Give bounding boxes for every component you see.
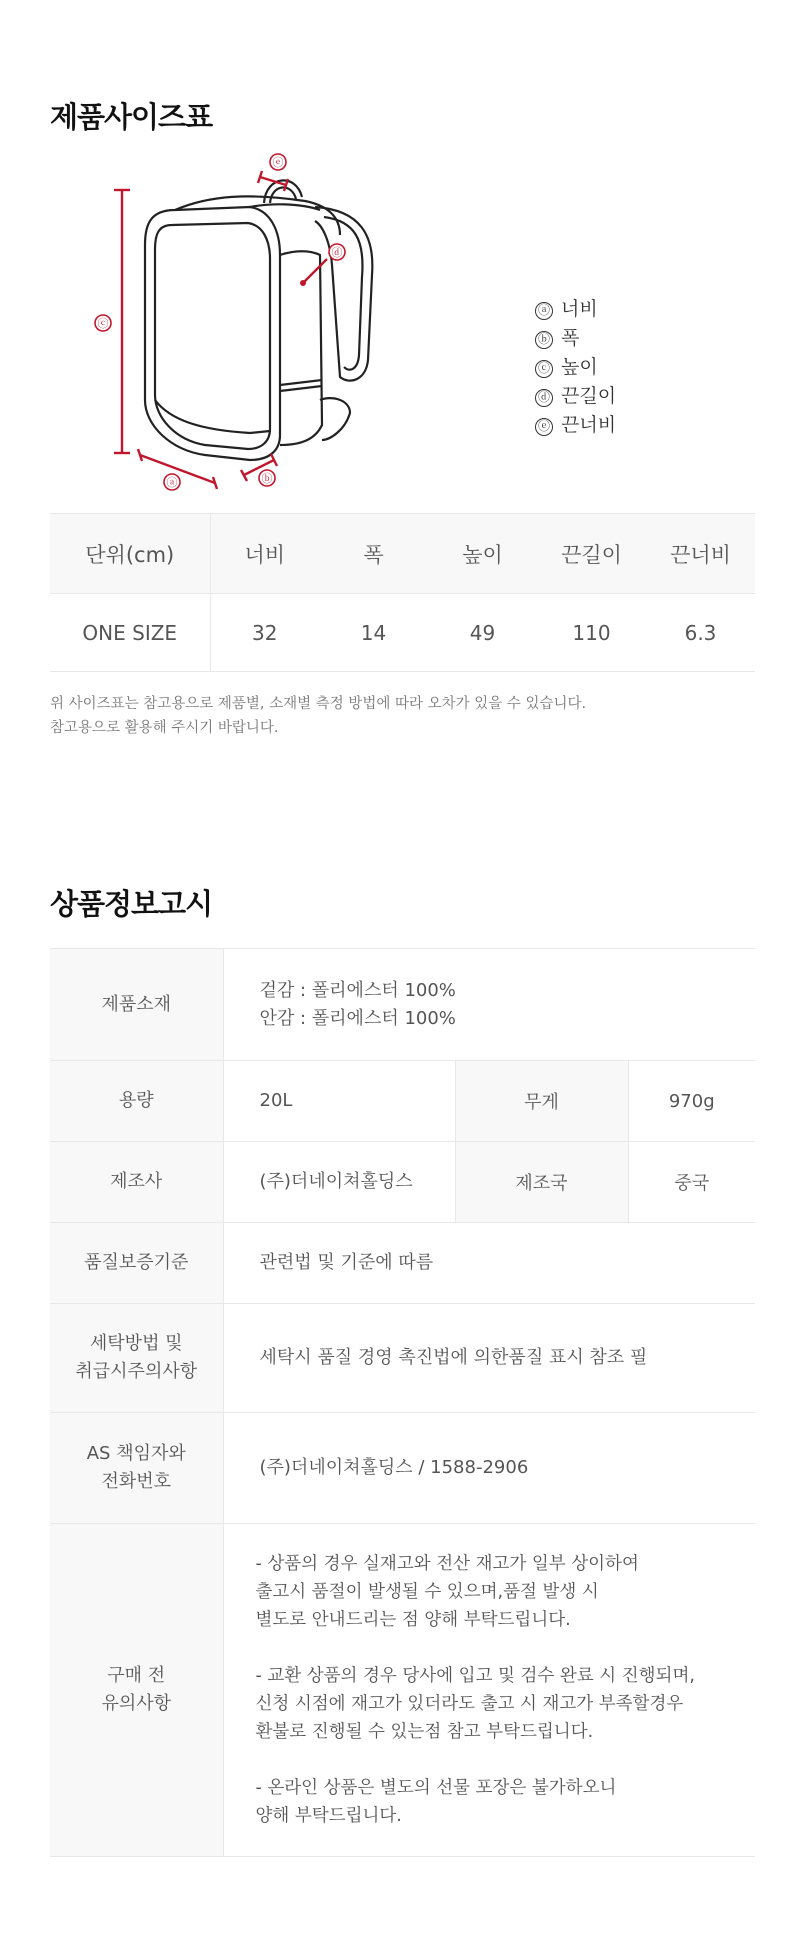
- legend-label: 높이: [561, 356, 598, 378]
- info-value: 970g: [628, 1061, 755, 1142]
- size-table: [50, 513, 755, 672]
- info-row-quality: [50, 1223, 755, 1304]
- info-label-line: 구매 전: [107, 1665, 166, 1686]
- legend-label: 폭: [561, 327, 580, 349]
- info-row-washing: [50, 1304, 755, 1413]
- marker-c-label: ⓒ: [97, 317, 109, 330]
- notice-list: [223, 1524, 755, 1857]
- size-header-strap-width: 끈너비: [646, 514, 755, 594]
- info-label-line: 전화번호: [101, 1471, 172, 1492]
- marker-a-label: ⓐ: [166, 476, 178, 489]
- info-label: 제조국: [455, 1142, 628, 1223]
- size-cell-width: 32: [210, 594, 319, 672]
- legend-label: 끈너비: [561, 414, 617, 436]
- info-row-capacity: [50, 1061, 755, 1142]
- size-legend: [535, 295, 616, 440]
- info-row-as: [50, 1413, 755, 1524]
- size-table-row: [50, 594, 755, 672]
- info-row-material: [50, 949, 755, 1061]
- notice-line: 별도로 안내드리는 점 양해 부탁드립니다.: [255, 1610, 571, 1630]
- info-label: [50, 1524, 223, 1857]
- legend-label: 끈길이: [561, 385, 617, 407]
- info-value: 중국: [628, 1142, 755, 1223]
- size-table-header-row: [50, 514, 755, 594]
- size-header-width: 너비: [210, 514, 319, 594]
- notice-line: 출고시 품절이 발생될 수 있으며,품절 발생 시: [255, 1582, 599, 1602]
- info-section-title: 상품정보고시: [50, 887, 213, 921]
- product-info-table: [50, 948, 755, 1857]
- info-label: 제품소재: [50, 949, 223, 1061]
- size-cell-name: ONE SIZE: [50, 594, 210, 672]
- legend-item: [535, 411, 616, 440]
- info-label: [50, 1304, 223, 1413]
- notice-line: - 온라인 상품은 별도의 선물 포장은 불가하오니: [255, 1778, 617, 1798]
- backpack-diagram: [97, 155, 480, 495]
- info-value: 세탁시 품질 경영 촉진법에 의한품질 표시 참조 필: [223, 1304, 755, 1413]
- info-label-line: 유의사항: [101, 1693, 172, 1714]
- info-label: 제조사: [50, 1142, 223, 1223]
- notice-item: [256, 1662, 756, 1746]
- notice-item: [256, 1550, 756, 1634]
- info-label: 용량: [50, 1061, 223, 1142]
- size-cell-strap-length: 110: [537, 594, 646, 672]
- size-header-strap-length: 끈길이: [537, 514, 646, 594]
- marker-e-label: ⓔ: [272, 156, 284, 169]
- notice-line: - 상품의 경우 실재고와 전산 재고가 일부 상이하여: [255, 1554, 639, 1574]
- info-value: (주)더네이쳐홀딩스: [223, 1142, 455, 1223]
- marker-d-label: ⓓ: [331, 246, 343, 259]
- info-value: 20L: [223, 1061, 455, 1142]
- size-section-title: 제품사이즈표: [50, 100, 213, 134]
- notice-line: 신청 시점에 재고가 있더라도 출고 시 재고가 부족할경우: [255, 1694, 684, 1714]
- legend-item: [535, 382, 616, 411]
- notice-item: [256, 1774, 756, 1830]
- info-value: 관련법 및 기준에 따름: [223, 1223, 755, 1304]
- notice-line: - 교환 상품의 경우 당사에 입고 및 검수 완료 시 진행되며,: [255, 1666, 695, 1686]
- size-header-depth: 폭: [319, 514, 428, 594]
- info-row-notice: [50, 1524, 755, 1857]
- legend-item: [535, 324, 616, 353]
- legend-marker: ⓓ: [535, 389, 553, 407]
- info-label-line: 취급시주의사항: [75, 1361, 198, 1382]
- size-cell-strap-width: 6.3: [646, 594, 755, 672]
- material-outer: 겉감 : 폴리에스터 100%: [259, 979, 456, 1001]
- info-label: 무게: [455, 1061, 628, 1142]
- info-label: [50, 1413, 223, 1524]
- size-cell-depth: 14: [319, 594, 428, 672]
- legend-marker: ⓐ: [535, 302, 553, 320]
- size-note-line: 참고용으로 활용해 주시기 바랍니다.: [50, 720, 279, 736]
- info-value: [223, 949, 755, 1061]
- marker-b-label: ⓑ: [261, 472, 273, 485]
- info-value: (주)더네이쳐홀딩스 / 1588-2906: [223, 1413, 755, 1524]
- info-label-line: AS 책임자와: [86, 1443, 186, 1464]
- material-inner: 안감 : 폴리에스터 100%: [259, 1007, 456, 1029]
- notice-line: 양해 부탁드립니다.: [255, 1806, 402, 1826]
- legend-marker: ⓒ: [535, 360, 553, 378]
- legend-marker: ⓔ: [535, 418, 553, 436]
- size-header-height: 높이: [428, 514, 537, 594]
- legend-item: [535, 353, 616, 382]
- info-label-line: 세탁방법 및: [89, 1333, 183, 1354]
- notice-line: 환불로 진행될 수 있는점 참고 부탁드립니다.: [255, 1722, 594, 1742]
- legend-marker: ⓑ: [535, 331, 553, 349]
- size-header-unit: 단위(cm): [50, 514, 210, 594]
- size-note-line: 위 사이즈표는 참고용으로 제품별, 소재별 측정 방법에 따라 오차가 있을 수 있습니다.: [50, 696, 587, 712]
- legend-label: 너비: [561, 298, 598, 320]
- size-note: [50, 692, 586, 740]
- legend-item: [535, 295, 616, 324]
- size-cell-height: 49: [428, 594, 537, 672]
- info-row-maker: [50, 1142, 755, 1223]
- info-label: 품질보증기준: [50, 1223, 223, 1304]
